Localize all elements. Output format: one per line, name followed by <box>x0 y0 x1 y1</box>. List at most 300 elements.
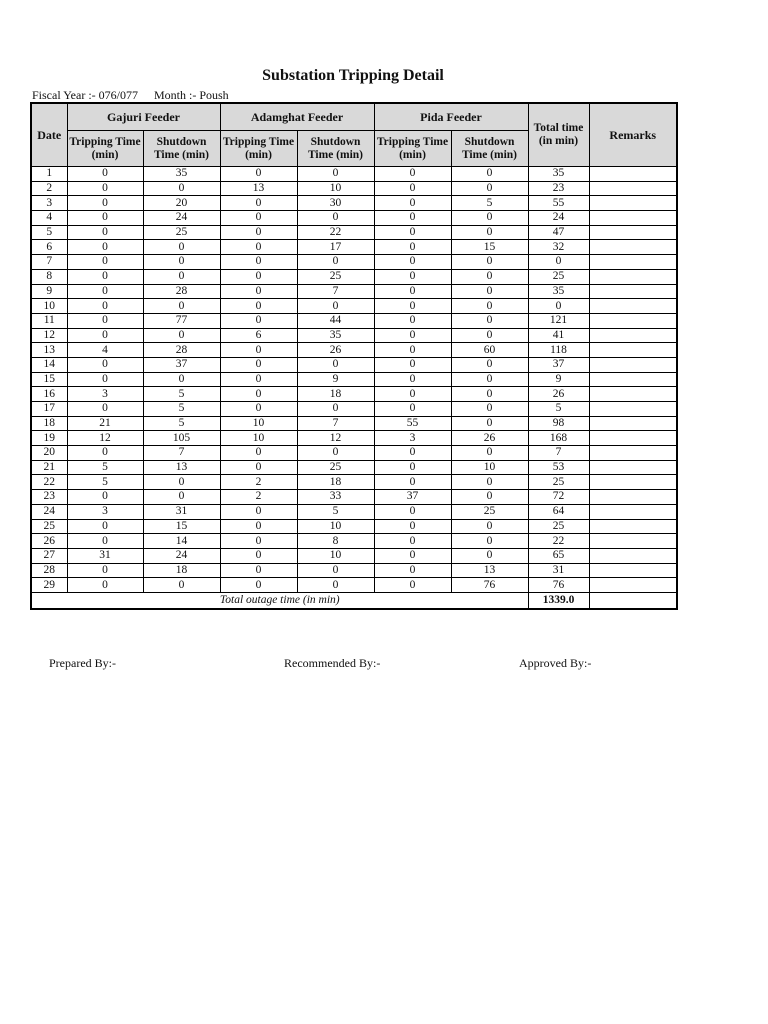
header-adamghat-tripping: Tripping Time (min) <box>220 131 297 167</box>
cell-remarks <box>589 475 677 490</box>
cell-total-time: 26 <box>528 387 589 402</box>
cell-gajuri-tripping: 5 <box>67 460 143 475</box>
cell-pida-shutdown: 0 <box>451 269 528 284</box>
table-row <box>31 504 677 519</box>
cell-pida-tripping: 0 <box>374 269 451 284</box>
cell-gajuri-shutdown: 105 <box>143 431 220 446</box>
cell-remarks <box>589 225 677 240</box>
cell-adamghat-tripping: 0 <box>220 343 297 358</box>
cell-date: 1 <box>31 167 67 182</box>
cell-total-time: 55 <box>528 196 589 211</box>
cell-gajuri-shutdown: 28 <box>143 343 220 358</box>
table-row <box>31 211 677 226</box>
table-row <box>31 446 677 461</box>
cell-date: 7 <box>31 255 67 270</box>
cell-remarks <box>589 284 677 299</box>
cell-pida-tripping: 0 <box>374 372 451 387</box>
cell-total-time: 5 <box>528 402 589 417</box>
cell-pida-tripping: 0 <box>374 211 451 226</box>
table-row <box>31 357 677 372</box>
cell-total-time: 31 <box>528 563 589 578</box>
cell-adamghat-shutdown: 0 <box>297 446 374 461</box>
total-label: Total outage time (in min) <box>31 592 528 609</box>
cell-remarks <box>589 196 677 211</box>
cell-remarks <box>589 313 677 328</box>
cell-gajuri-shutdown: 77 <box>143 313 220 328</box>
cell-total-time: 118 <box>528 343 589 358</box>
cell-gajuri-shutdown: 7 <box>143 446 220 461</box>
cell-pida-shutdown: 13 <box>451 563 528 578</box>
cell-total-time: 168 <box>528 431 589 446</box>
cell-date: 14 <box>31 357 67 372</box>
cell-pida-tripping: 0 <box>374 475 451 490</box>
cell-gajuri-tripping: 0 <box>67 328 143 343</box>
cell-adamghat-tripping: 0 <box>220 372 297 387</box>
header-adamghat-feeder: Adamghat Feeder <box>220 103 374 131</box>
cell-adamghat-tripping: 0 <box>220 167 297 182</box>
cell-total-time: 25 <box>528 519 589 534</box>
cell-gajuri-tripping: 0 <box>67 372 143 387</box>
cell-pida-shutdown: 0 <box>451 548 528 563</box>
cell-pida-tripping: 0 <box>374 225 451 240</box>
cell-adamghat-shutdown: 25 <box>297 269 374 284</box>
cell-remarks <box>589 387 677 402</box>
cell-date: 17 <box>31 402 67 417</box>
cell-gajuri-tripping: 0 <box>67 490 143 505</box>
cell-adamghat-tripping: 0 <box>220 519 297 534</box>
cell-gajuri-tripping: 4 <box>67 343 143 358</box>
cell-date: 12 <box>31 328 67 343</box>
cell-gajuri-tripping: 0 <box>67 255 143 270</box>
cell-gajuri-shutdown: 5 <box>143 402 220 417</box>
cell-adamghat-tripping: 0 <box>220 446 297 461</box>
prepared-by: Prepared By:- <box>49 656 116 670</box>
cell-pida-tripping: 0 <box>374 255 451 270</box>
cell-remarks <box>589 372 677 387</box>
cell-total-time: 65 <box>528 548 589 563</box>
header-total-time: Total time (in min) <box>528 103 589 167</box>
cell-adamghat-shutdown: 0 <box>297 167 374 182</box>
cell-pida-shutdown: 0 <box>451 313 528 328</box>
table-row <box>31 460 677 475</box>
table-row <box>31 269 677 284</box>
cell-date: 6 <box>31 240 67 255</box>
cell-adamghat-shutdown: 0 <box>297 255 374 270</box>
cell-gajuri-tripping: 3 <box>67 387 143 402</box>
approved-by: Approved By:- <box>519 656 592 670</box>
cell-remarks <box>589 460 677 475</box>
cell-pida-shutdown: 0 <box>451 446 528 461</box>
cell-pida-tripping: 0 <box>374 357 451 372</box>
cell-date: 5 <box>31 225 67 240</box>
cell-adamghat-tripping: 0 <box>220 387 297 402</box>
cell-total-time: 25 <box>528 475 589 490</box>
cell-remarks <box>589 504 677 519</box>
cell-date: 19 <box>31 431 67 446</box>
cell-pida-tripping: 55 <box>374 416 451 431</box>
header-gajuri-tripping: Tripping Time (min) <box>67 131 143 167</box>
cell-pida-tripping: 0 <box>374 240 451 255</box>
cell-remarks <box>589 343 677 358</box>
cell-gajuri-shutdown: 0 <box>143 475 220 490</box>
cell-adamghat-shutdown: 9 <box>297 372 374 387</box>
cell-pida-tripping: 0 <box>374 519 451 534</box>
cell-adamghat-shutdown: 18 <box>297 387 374 402</box>
cell-remarks <box>589 328 677 343</box>
table-row <box>31 475 677 490</box>
cell-pida-tripping: 0 <box>374 181 451 196</box>
cell-adamghat-shutdown: 10 <box>297 519 374 534</box>
cell-gajuri-tripping: 5 <box>67 475 143 490</box>
cell-pida-shutdown: 10 <box>451 460 528 475</box>
month: Month :- Poush <box>154 88 229 102</box>
cell-gajuri-tripping: 0 <box>67 240 143 255</box>
cell-adamghat-shutdown: 10 <box>297 548 374 563</box>
cell-total-time: 76 <box>528 578 589 593</box>
cell-pida-tripping: 0 <box>374 504 451 519</box>
cell-gajuri-tripping: 0 <box>67 357 143 372</box>
cell-pida-tripping: 37 <box>374 490 451 505</box>
cell-remarks <box>589 255 677 270</box>
cell-remarks <box>589 357 677 372</box>
cell-date: 27 <box>31 548 67 563</box>
table-row <box>31 196 677 211</box>
total-row <box>31 592 677 609</box>
cell-pida-tripping: 0 <box>374 460 451 475</box>
header-gajuri-feeder: Gajuri Feeder <box>67 103 220 131</box>
cell-remarks <box>589 269 677 284</box>
cell-adamghat-tripping: 0 <box>220 548 297 563</box>
cell-date: 13 <box>31 343 67 358</box>
cell-pida-shutdown: 0 <box>451 475 528 490</box>
total-remarks-cell <box>589 592 677 609</box>
cell-gajuri-shutdown: 0 <box>143 240 220 255</box>
cell-date: 11 <box>31 313 67 328</box>
cell-remarks <box>589 416 677 431</box>
cell-date: 26 <box>31 534 67 549</box>
cell-adamghat-shutdown: 0 <box>297 578 374 593</box>
cell-gajuri-tripping: 12 <box>67 431 143 446</box>
cell-adamghat-tripping: 6 <box>220 328 297 343</box>
cell-pida-tripping: 0 <box>374 167 451 182</box>
cell-total-time: 53 <box>528 460 589 475</box>
cell-adamghat-tripping: 0 <box>220 534 297 549</box>
cell-total-time: 24 <box>528 211 589 226</box>
table-row <box>31 240 677 255</box>
cell-adamghat-shutdown: 0 <box>297 563 374 578</box>
cell-pida-tripping: 0 <box>374 534 451 549</box>
cell-pida-shutdown: 15 <box>451 240 528 255</box>
cell-total-time: 72 <box>528 490 589 505</box>
cell-gajuri-shutdown: 20 <box>143 196 220 211</box>
cell-total-time: 35 <box>528 284 589 299</box>
cell-total-time: 47 <box>528 225 589 240</box>
cell-gajuri-shutdown: 13 <box>143 460 220 475</box>
cell-pida-tripping: 3 <box>374 431 451 446</box>
cell-pida-tripping: 0 <box>374 284 451 299</box>
cell-gajuri-tripping: 0 <box>67 402 143 417</box>
cell-gajuri-shutdown: 37 <box>143 357 220 372</box>
cell-remarks <box>589 211 677 226</box>
cell-adamghat-shutdown: 0 <box>297 357 374 372</box>
table-row <box>31 402 677 417</box>
cell-adamghat-tripping: 2 <box>220 475 297 490</box>
cell-date: 3 <box>31 196 67 211</box>
cell-date: 20 <box>31 446 67 461</box>
cell-pida-tripping: 0 <box>374 402 451 417</box>
cell-total-time: 9 <box>528 372 589 387</box>
cell-adamghat-tripping: 0 <box>220 269 297 284</box>
table-row <box>31 372 677 387</box>
table-body <box>31 167 677 593</box>
cell-adamghat-tripping: 0 <box>220 299 297 314</box>
cell-adamghat-tripping: 0 <box>220 357 297 372</box>
cell-pida-shutdown: 0 <box>451 534 528 549</box>
cell-remarks <box>589 548 677 563</box>
cell-date: 15 <box>31 372 67 387</box>
cell-gajuri-tripping: 31 <box>67 548 143 563</box>
table-row <box>31 548 677 563</box>
cell-gajuri-tripping: 3 <box>67 504 143 519</box>
cell-gajuri-shutdown: 31 <box>143 504 220 519</box>
fiscal-year: Fiscal Year :- 076/077 <box>32 88 138 102</box>
cell-pida-shutdown: 0 <box>451 357 528 372</box>
recommended-by: Recommended By:- <box>284 656 381 670</box>
cell-pida-tripping: 0 <box>374 578 451 593</box>
cell-pida-tripping: 0 <box>374 196 451 211</box>
cell-total-time: 35 <box>528 167 589 182</box>
cell-adamghat-tripping: 0 <box>220 225 297 240</box>
cell-gajuri-shutdown: 0 <box>143 269 220 284</box>
cell-gajuri-tripping: 21 <box>67 416 143 431</box>
cell-pida-shutdown: 25 <box>451 504 528 519</box>
cell-date: 29 <box>31 578 67 593</box>
cell-total-time: 37 <box>528 357 589 372</box>
cell-adamghat-tripping: 0 <box>220 563 297 578</box>
cell-gajuri-tripping: 0 <box>67 284 143 299</box>
table-row <box>31 181 677 196</box>
table-row <box>31 284 677 299</box>
cell-pida-tripping: 0 <box>374 328 451 343</box>
cell-adamghat-shutdown: 33 <box>297 490 374 505</box>
cell-remarks <box>589 534 677 549</box>
table-row <box>31 299 677 314</box>
table-row <box>31 167 677 182</box>
cell-adamghat-tripping: 0 <box>220 211 297 226</box>
cell-adamghat-tripping: 0 <box>220 402 297 417</box>
cell-date: 24 <box>31 504 67 519</box>
cell-gajuri-shutdown: 14 <box>143 534 220 549</box>
cell-adamghat-shutdown: 0 <box>297 211 374 226</box>
cell-total-time: 25 <box>528 269 589 284</box>
report-meta <box>32 88 229 103</box>
cell-gajuri-tripping: 0 <box>67 225 143 240</box>
cell-adamghat-shutdown: 8 <box>297 534 374 549</box>
cell-pida-shutdown: 26 <box>451 431 528 446</box>
header-remarks: Remarks <box>589 103 677 167</box>
cell-pida-tripping: 0 <box>374 387 451 402</box>
cell-gajuri-shutdown: 0 <box>143 578 220 593</box>
cell-pida-shutdown: 0 <box>451 387 528 402</box>
cell-adamghat-shutdown: 18 <box>297 475 374 490</box>
cell-gajuri-shutdown: 24 <box>143 211 220 226</box>
cell-pida-shutdown: 0 <box>451 225 528 240</box>
cell-adamghat-shutdown: 7 <box>297 284 374 299</box>
cell-gajuri-shutdown: 24 <box>143 548 220 563</box>
cell-remarks <box>589 181 677 196</box>
cell-pida-shutdown: 0 <box>451 328 528 343</box>
cell-remarks <box>589 299 677 314</box>
cell-gajuri-shutdown: 0 <box>143 181 220 196</box>
cell-pida-shutdown: 0 <box>451 284 528 299</box>
header-pida-shutdown: Shutdown Time (min) <box>451 131 528 167</box>
cell-gajuri-shutdown: 0 <box>143 255 220 270</box>
cell-date: 23 <box>31 490 67 505</box>
cell-adamghat-tripping: 0 <box>220 504 297 519</box>
table-row <box>31 387 677 402</box>
tripping-table <box>30 102 678 610</box>
table-row <box>31 255 677 270</box>
cell-gajuri-shutdown: 18 <box>143 563 220 578</box>
cell-adamghat-tripping: 2 <box>220 490 297 505</box>
cell-date: 25 <box>31 519 67 534</box>
cell-adamghat-shutdown: 5 <box>297 504 374 519</box>
cell-pida-shutdown: 0 <box>451 416 528 431</box>
table-row <box>31 490 677 505</box>
cell-gajuri-tripping: 0 <box>67 519 143 534</box>
report-title: Substation Tripping Detail <box>262 67 444 84</box>
table-row <box>31 431 677 446</box>
cell-adamghat-shutdown: 26 <box>297 343 374 358</box>
cell-gajuri-tripping: 0 <box>67 211 143 226</box>
header-date: Date <box>31 103 67 167</box>
cell-adamghat-tripping: 0 <box>220 196 297 211</box>
table-row <box>31 519 677 534</box>
cell-adamghat-tripping: 13 <box>220 181 297 196</box>
cell-remarks <box>589 167 677 182</box>
cell-date: 21 <box>31 460 67 475</box>
cell-pida-tripping: 0 <box>374 343 451 358</box>
cell-date: 8 <box>31 269 67 284</box>
cell-gajuri-tripping: 0 <box>67 181 143 196</box>
table-row <box>31 328 677 343</box>
cell-remarks <box>589 519 677 534</box>
cell-pida-shutdown: 0 <box>451 255 528 270</box>
cell-adamghat-tripping: 0 <box>220 578 297 593</box>
cell-gajuri-tripping: 0 <box>67 167 143 182</box>
cell-remarks <box>589 402 677 417</box>
cell-adamghat-tripping: 0 <box>220 460 297 475</box>
cell-total-time: 32 <box>528 240 589 255</box>
cell-pida-tripping: 0 <box>374 563 451 578</box>
total-value: 1339.0 <box>528 592 589 609</box>
cell-adamghat-tripping: 10 <box>220 431 297 446</box>
cell-adamghat-tripping: 0 <box>220 255 297 270</box>
cell-total-time: 98 <box>528 416 589 431</box>
cell-remarks <box>589 563 677 578</box>
cell-adamghat-shutdown: 12 <box>297 431 374 446</box>
table-row <box>31 313 677 328</box>
cell-total-time: 64 <box>528 504 589 519</box>
cell-adamghat-tripping: 0 <box>220 240 297 255</box>
cell-date: 22 <box>31 475 67 490</box>
cell-adamghat-shutdown: 7 <box>297 416 374 431</box>
cell-pida-shutdown: 0 <box>451 372 528 387</box>
cell-pida-tripping: 0 <box>374 299 451 314</box>
table-row <box>31 534 677 549</box>
cell-remarks <box>589 240 677 255</box>
cell-gajuri-shutdown: 5 <box>143 387 220 402</box>
cell-remarks <box>589 490 677 505</box>
table-row <box>31 416 677 431</box>
cell-adamghat-shutdown: 25 <box>297 460 374 475</box>
table-row <box>31 563 677 578</box>
header-pida-feeder: Pida Feeder <box>374 103 528 131</box>
cell-pida-shutdown: 0 <box>451 167 528 182</box>
cell-gajuri-tripping: 0 <box>67 578 143 593</box>
cell-total-time: 0 <box>528 299 589 314</box>
header-gajuri-shutdown: Shutdown Time (min) <box>143 131 220 167</box>
cell-pida-shutdown: 60 <box>451 343 528 358</box>
cell-pida-shutdown: 76 <box>451 578 528 593</box>
cell-remarks <box>589 578 677 593</box>
cell-gajuri-shutdown: 5 <box>143 416 220 431</box>
cell-gajuri-shutdown: 15 <box>143 519 220 534</box>
cell-remarks <box>589 446 677 461</box>
cell-gajuri-shutdown: 35 <box>143 167 220 182</box>
cell-date: 28 <box>31 563 67 578</box>
cell-date: 9 <box>31 284 67 299</box>
cell-adamghat-tripping: 10 <box>220 416 297 431</box>
cell-adamghat-shutdown: 17 <box>297 240 374 255</box>
cell-pida-shutdown: 0 <box>451 402 528 417</box>
cell-adamghat-tripping: 0 <box>220 284 297 299</box>
table-row <box>31 225 677 240</box>
table-row <box>31 578 677 593</box>
cell-pida-shutdown: 0 <box>451 490 528 505</box>
cell-adamghat-shutdown: 44 <box>297 313 374 328</box>
cell-total-time: 22 <box>528 534 589 549</box>
cell-adamghat-shutdown: 10 <box>297 181 374 196</box>
cell-gajuri-tripping: 0 <box>67 299 143 314</box>
cell-gajuri-tripping: 0 <box>67 196 143 211</box>
cell-total-time: 23 <box>528 181 589 196</box>
cell-pida-tripping: 0 <box>374 313 451 328</box>
cell-pida-tripping: 0 <box>374 548 451 563</box>
cell-adamghat-shutdown: 0 <box>297 402 374 417</box>
cell-gajuri-shutdown: 28 <box>143 284 220 299</box>
cell-pida-tripping: 0 <box>374 446 451 461</box>
cell-adamghat-shutdown: 0 <box>297 299 374 314</box>
cell-date: 10 <box>31 299 67 314</box>
cell-gajuri-shutdown: 0 <box>143 328 220 343</box>
cell-adamghat-shutdown: 30 <box>297 196 374 211</box>
cell-date: 16 <box>31 387 67 402</box>
cell-gajuri-shutdown: 25 <box>143 225 220 240</box>
cell-total-time: 0 <box>528 255 589 270</box>
cell-date: 4 <box>31 211 67 226</box>
table-row <box>31 343 677 358</box>
cell-gajuri-shutdown: 0 <box>143 372 220 387</box>
cell-gajuri-tripping: 0 <box>67 313 143 328</box>
cell-gajuri-tripping: 0 <box>67 563 143 578</box>
cell-total-time: 7 <box>528 446 589 461</box>
cell-pida-shutdown: 0 <box>451 181 528 196</box>
cell-remarks <box>589 431 677 446</box>
cell-date: 2 <box>31 181 67 196</box>
cell-total-time: 41 <box>528 328 589 343</box>
cell-gajuri-shutdown: 0 <box>143 299 220 314</box>
